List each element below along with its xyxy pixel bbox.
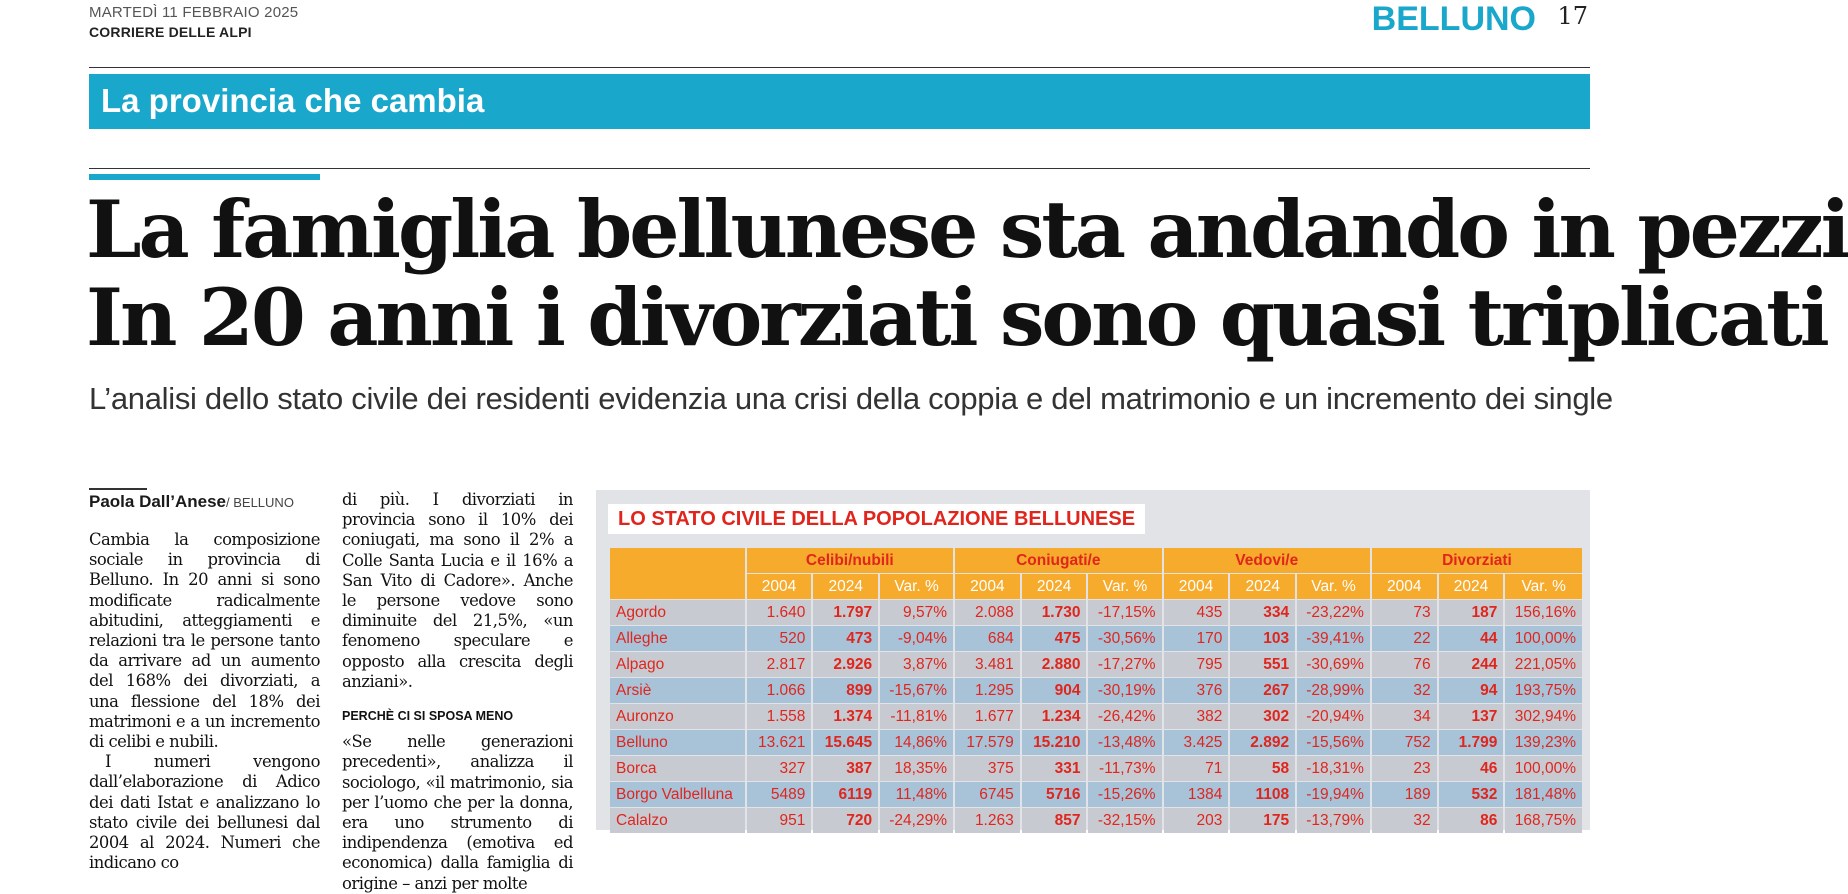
municipality-cell: Borgo Valbelluna	[610, 782, 745, 807]
headline-accent-bar	[89, 174, 320, 180]
table-cell: 1.558	[747, 704, 812, 729]
table-title: LO STATO CIVILE DELLA POPOLAZIONE BELLUNESE	[608, 504, 1145, 534]
top-rule	[89, 67, 1590, 68]
table-row	[610, 782, 1582, 807]
table-cell: 2.892	[1230, 730, 1295, 755]
table-cell: 9,57%	[880, 600, 953, 625]
table-cell: 94	[1439, 678, 1504, 703]
table-cell: -15,26%	[1088, 782, 1161, 807]
table-cell: -11,81%	[880, 704, 953, 729]
table-cell: 6119	[813, 782, 878, 807]
table-cell: 3.481	[955, 652, 1020, 677]
table-cell: 156,16%	[1505, 600, 1582, 625]
table-cell: 752	[1372, 730, 1437, 755]
column-header: Var. %	[1088, 574, 1161, 599]
municipality-cell: Alleghe	[610, 626, 745, 651]
newspaper-name: CORRIERE DELLE ALPI	[89, 24, 252, 40]
table-cell: 34	[1372, 704, 1437, 729]
table-cell: 13.621	[747, 730, 812, 755]
table-cell: 73	[1372, 600, 1437, 625]
table-cell: 181,48%	[1505, 782, 1582, 807]
table-cell: 857	[1022, 808, 1087, 833]
table-cell: -19,94%	[1297, 782, 1370, 807]
column-header: 2024	[1022, 574, 1087, 599]
table-cell: 15.645	[813, 730, 878, 755]
table-cell: -17,27%	[1088, 652, 1161, 677]
table-cell: -9,04%	[880, 626, 953, 651]
table-cell: 795	[1164, 652, 1229, 677]
table-cell: 2.926	[813, 652, 878, 677]
paragraph: Cambia la composizione sociale in provincia di Belluno. In 20 anni si sono modificate radicalmente abitudini, atteggiamenti e relazioni tra le persone tanto da arrivare ad un aumento del 168% dei divorziati, a una flessione del 18% dei matrimoni e a un incremento di celibi e nubili.	[89, 530, 320, 752]
table-cell: 170	[1164, 626, 1229, 651]
table-cell: -18,31%	[1297, 756, 1370, 781]
table-cell: -15,56%	[1297, 730, 1370, 755]
table-row	[610, 704, 1582, 729]
table-cell: 387	[813, 756, 878, 781]
civil-status-table	[608, 547, 1584, 834]
table-row	[610, 652, 1582, 677]
section-label: BELLUNO	[1371, 0, 1536, 38]
table-cell: 327	[747, 756, 812, 781]
table-cell: -32,15%	[1088, 808, 1161, 833]
table-cell: 1.374	[813, 704, 878, 729]
table-cell: 15.210	[1022, 730, 1087, 755]
table-cell: 3,87%	[880, 652, 953, 677]
table-cell: 103	[1230, 626, 1295, 651]
table-cell: 137	[1439, 704, 1504, 729]
table-cell: 302	[1230, 704, 1295, 729]
municipality-cell: Arsiè	[610, 678, 745, 703]
table-row	[610, 730, 1582, 755]
table-cell: -13,79%	[1297, 808, 1370, 833]
group-header: Vedovi/e	[1164, 548, 1370, 573]
column-header: 2024	[1230, 574, 1295, 599]
author-name: Paola Dall’Anese	[89, 492, 227, 511]
table-cell: -17,15%	[1088, 600, 1161, 625]
table-cell: -13,48%	[1088, 730, 1161, 755]
municipality-cell: Alpago	[610, 652, 745, 677]
table-cell: 684	[955, 626, 1020, 651]
table-cell: 32	[1372, 808, 1437, 833]
byline	[89, 492, 294, 512]
table-cell: 244	[1439, 652, 1504, 677]
column-header: 2024	[813, 574, 878, 599]
table-cell: 76	[1372, 652, 1437, 677]
table-cell: 44	[1439, 626, 1504, 651]
table-cell: 100,00%	[1505, 626, 1582, 651]
group-header: Divorziati	[1372, 548, 1582, 573]
table-cell: 1.295	[955, 678, 1020, 703]
byline-location: / BELLUNO	[226, 495, 294, 510]
table-cell: -15,67%	[880, 678, 953, 703]
table-cell: 1384	[1164, 782, 1229, 807]
table-cell: 187	[1439, 600, 1504, 625]
table-cell: 331	[1022, 756, 1087, 781]
issue-date: MARTEDÌ 11 FEBBRAIO 2025	[89, 4, 299, 21]
table-cell: 720	[813, 808, 878, 833]
municipality-cell: Borca	[610, 756, 745, 781]
table-cell: 5489	[747, 782, 812, 807]
table-cell: 951	[747, 808, 812, 833]
table-cell: 46	[1439, 756, 1504, 781]
table-cell: 1.677	[955, 704, 1020, 729]
paragraph: di più. I divorziati in provincia sono il 10% dei coniugati, ma sono il 2% a Colle Santa Lucia e il 16% a San Vito di Cadore». Anche le persone vedove sono diminuite del 21,5%, «un fenomeno speculare e opposto alla crescita degli anziani».	[342, 490, 573, 691]
municipality-cell: Auronzo	[610, 704, 745, 729]
column-header: 2024	[1439, 574, 1504, 599]
table-cell: 1.799	[1439, 730, 1504, 755]
table-cell: 520	[747, 626, 812, 651]
table-cell: 14,86%	[880, 730, 953, 755]
table-box	[596, 490, 1590, 830]
table-cell: 22	[1372, 626, 1437, 651]
table-cell: 189	[1372, 782, 1437, 807]
column-header: 2004	[955, 574, 1020, 599]
headline-line-1: La famiglia bellunese sta andando in pezzi	[86, 183, 1848, 276]
table-cell: 302,94%	[1505, 704, 1582, 729]
table-cell: 1.066	[747, 678, 812, 703]
table-row	[610, 756, 1582, 781]
group-header: Coniugati/e	[955, 548, 1162, 573]
table-cell: 71	[1164, 756, 1229, 781]
table-cell: 168,75%	[1505, 808, 1582, 833]
headline-rule	[89, 168, 1590, 169]
paragraph: «Se nelle generazioni precedenti», analizza il sociologo, «il matrimonio, sia per l’uomo che per la donna, era uno strumento di indipendenza (emotiva ed economica) dalla famiglia di origine – anzi per molte	[342, 732, 573, 893]
table-cell: 58	[1230, 756, 1295, 781]
table-cell: 382	[1164, 704, 1229, 729]
table-cell: 1108	[1230, 782, 1295, 807]
table-row	[610, 626, 1582, 651]
headline	[86, 183, 1848, 364]
group-header: Celibi/nubili	[747, 548, 953, 573]
table-cell: 2.817	[747, 652, 812, 677]
table-cell: -11,73%	[1088, 756, 1161, 781]
table-cell: 899	[813, 678, 878, 703]
table-cell: 32	[1372, 678, 1437, 703]
table-cell: 532	[1439, 782, 1504, 807]
table-cell: 203	[1164, 808, 1229, 833]
table-cell: 1.640	[747, 600, 812, 625]
table-cell: -30,69%	[1297, 652, 1370, 677]
table-cell: 475	[1022, 626, 1087, 651]
table-cell: 86	[1439, 808, 1504, 833]
municipality-cell: Belluno	[610, 730, 745, 755]
column-header: Var. %	[880, 574, 953, 599]
table-cell: 435	[1164, 600, 1229, 625]
table-cell: 100,00%	[1505, 756, 1582, 781]
table-cell: -28,99%	[1297, 678, 1370, 703]
table-cell: 375	[955, 756, 1020, 781]
table-cell: 1.797	[813, 600, 878, 625]
table-cell: -23,22%	[1297, 600, 1370, 625]
headline-line-2: In 20 anni i divorziati sono quasi triplicati	[86, 271, 1827, 364]
byline-rule	[89, 488, 147, 490]
article-column-1	[89, 530, 320, 873]
section-band-title: La provincia che cambia	[101, 82, 485, 119]
table-cell: 175	[1230, 808, 1295, 833]
paragraph: I numeri vengono dall’elaborazione di Adico dei dati Istat e analizzano lo stato civile dei bellunesi dal 2004 al 2024. Numeri che indicano co	[89, 752, 320, 873]
table-cell: -30,19%	[1088, 678, 1161, 703]
table-cell: 904	[1022, 678, 1087, 703]
table-cell: 17.579	[955, 730, 1020, 755]
table-corner-cell	[610, 548, 745, 599]
table-cell: 193,75%	[1505, 678, 1582, 703]
municipality-cell: Calalzo	[610, 808, 745, 833]
column-header: 2004	[1372, 574, 1437, 599]
article-subhead: L’analisi dello stato civile dei residenti evidenzia una crisi della coppia e del matrimonio e un incremento dei single	[89, 381, 1613, 416]
table-cell: 3.425	[1164, 730, 1229, 755]
table-cell: 473	[813, 626, 878, 651]
table-cell: -30,56%	[1088, 626, 1161, 651]
table-cell: 1.263	[955, 808, 1020, 833]
table-row	[610, 808, 1582, 833]
table-cell: 18,35%	[880, 756, 953, 781]
municipality-cell: Agordo	[610, 600, 745, 625]
table-cell: 23	[1372, 756, 1437, 781]
table-cell: 11,48%	[880, 782, 953, 807]
table-cell: 2.088	[955, 600, 1020, 625]
column-header: Var. %	[1297, 574, 1370, 599]
column-header: Var. %	[1505, 574, 1582, 599]
table-row	[610, 600, 1582, 625]
table-cell: -24,29%	[880, 808, 953, 833]
section-band	[89, 74, 1590, 129]
table-year-header	[610, 574, 1582, 599]
table-group-header	[610, 548, 1582, 573]
table-cell: 1.234	[1022, 704, 1087, 729]
table-cell: -20,94%	[1297, 704, 1370, 729]
table-cell: 5716	[1022, 782, 1087, 807]
column-header: 2004	[1164, 574, 1229, 599]
table-cell: 334	[1230, 600, 1295, 625]
table-cell: 2.880	[1022, 652, 1087, 677]
table-cell: 6745	[955, 782, 1020, 807]
table-cell: -39,41%	[1297, 626, 1370, 651]
table-row	[610, 678, 1582, 703]
table-body	[610, 600, 1582, 833]
table-cell: 221,05%	[1505, 652, 1582, 677]
table-cell: 139,23%	[1505, 730, 1582, 755]
table-cell: 376	[1164, 678, 1229, 703]
table-cell: 267	[1230, 678, 1295, 703]
table-cell: 1.730	[1022, 600, 1087, 625]
article-column-2	[342, 490, 573, 894]
page-number: 17	[1557, 2, 1588, 30]
table-cell: 551	[1230, 652, 1295, 677]
table-cell: -26,42%	[1088, 704, 1161, 729]
paragraph-subheading: PERCHÈ CI SI SPOSA MENO	[342, 709, 514, 724]
column-header: 2004	[747, 574, 812, 599]
